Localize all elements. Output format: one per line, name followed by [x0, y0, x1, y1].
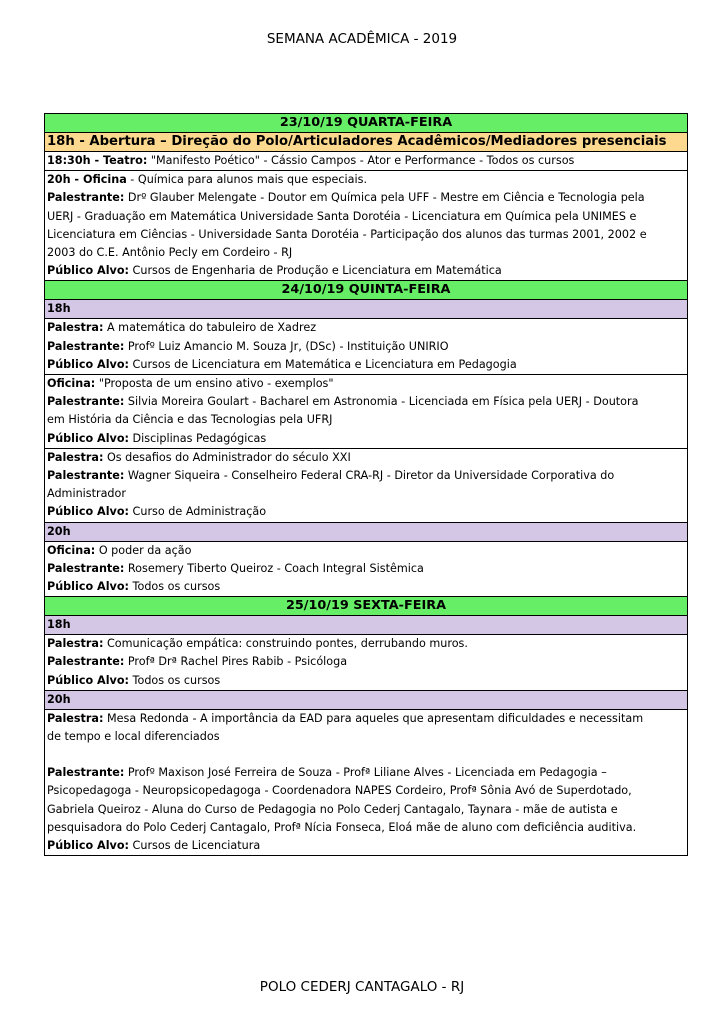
- time-row-18h: 18h: [45, 616, 687, 635]
- speaker-text: Gabriela Queiroz - Aluna do Curso de Pedagogia no Polo Cederj Cantagalo, Taynara - mãe de autista e: [47, 802, 618, 816]
- talk-text: A matemática do tabuleiro de Xadrez: [103, 321, 317, 335]
- page-title: SEMANA ACADÊMICA - 2019: [266, 31, 458, 47]
- workshop-block: [45, 375, 687, 449]
- talk-text: Comunicação empática: construindo pontes, derrubando muros.: [103, 637, 468, 651]
- audience-text: Todos os cursos: [129, 580, 221, 594]
- speaker-text: Profº Maxison José Ferreira de Souza - Profª Liliane Alves - Licenciada em Pedagogia –: [124, 766, 607, 780]
- opening-row: 18h - Abertura – Direção do Polo/Articuladores Acadêmicos/Mediadores presenciais: [45, 133, 687, 152]
- speaker-label: Palestrante:: [47, 339, 125, 353]
- workshop-label: Oficina:: [47, 377, 96, 391]
- speaker-text: Wagner Siqueira - Conselheiro Federal CRA-RJ - Diretor da Universidade Corporativa do: [124, 469, 615, 483]
- speaker-text: em História da Ciência e das Tecnologias pela UFRJ: [47, 413, 333, 427]
- audience-label: Público Alvo:: [47, 505, 129, 519]
- schedule-table: [44, 113, 688, 856]
- oficina-label: 20h - Oficina: [47, 173, 127, 187]
- speaker-text: pesquisadora do Polo Cederj Cantagalo, Profª Nícia Fonseca, Eloá mãe de aluno com deficiência auditiva.: [47, 820, 637, 834]
- talk-label: Palestra:: [47, 321, 104, 335]
- talk-label: Palestra:: [47, 711, 104, 725]
- talk-label: Palestra:: [47, 450, 104, 464]
- speaker-label: Palestrante:: [47, 766, 125, 780]
- speaker-label: Palestrante:: [47, 395, 125, 409]
- footer-text: POLO CEDERJ CANTAGALO - RJ: [259, 979, 465, 995]
- talk-block: [45, 635, 687, 691]
- teatro-row: [45, 152, 687, 171]
- speaker-text: Drº Glauber Melengate - Doutor em Química pela UFF - Mestre em Ciência e Tecnologia pela: [124, 191, 645, 205]
- speaker-label: Palestrante:: [47, 191, 125, 205]
- audience-label: Público Alvo:: [47, 431, 129, 445]
- time-row-18h: 18h: [45, 300, 687, 319]
- workshop-text: "Proposta de um ensino ativo - exemplos": [95, 377, 334, 391]
- oficina-text: - Química para alunos mais que especiais.: [126, 173, 367, 187]
- workshop-label: Oficina:: [47, 543, 96, 557]
- talk-text: Os desafios do Administrador do século XXI: [103, 450, 351, 464]
- day-header-1: 23/10/19 QUARTA-FEIRA: [45, 114, 687, 133]
- workshop-text: O poder da ação: [95, 543, 192, 557]
- speaker-label: Palestrante:: [47, 655, 125, 669]
- audience-text: Cursos de Licenciatura em Matemática e Licenciatura em Pedagogia: [129, 357, 517, 371]
- talk-label: Palestra:: [47, 637, 104, 651]
- audience-label: Público Alvo:: [47, 264, 129, 278]
- day-header-2: 24/10/19 QUINTA-FEIRA: [45, 281, 687, 300]
- speaker-text: Administrador: [47, 487, 126, 501]
- talk-text: Mesa Redonda - A importância da EAD para aqueles que apresentam dificuldades e necessitam: [103, 711, 644, 725]
- speaker-text: Silvia Moreira Goulart - Bacharel em Astronomia - Licenciada em Física pela UERJ - Doutora: [124, 395, 639, 409]
- speaker-text: Licenciatura em Ciências - Universidade Santa Dorotéia - Participação dos alunos das turmas 2001, 2002 e: [47, 227, 647, 241]
- speaker-text: Profº Luiz Amancio M. Souza Jr, (DSc) - Instituição UNIRIO: [124, 339, 449, 353]
- speaker-label: Palestrante:: [47, 561, 125, 575]
- audience-text: Disciplinas Pedagógicas: [129, 431, 267, 445]
- talk-block: [45, 319, 687, 375]
- talk-text: de tempo e local diferenciados: [47, 730, 220, 744]
- audience-text: Cursos de Licenciatura: [129, 839, 261, 853]
- oficina-block: [45, 171, 687, 281]
- audience-label: Público Alvo:: [47, 580, 129, 594]
- time-row-20h: 20h: [45, 691, 687, 710]
- speaker-text: UERJ - Graduação em Matemática Universidade Santa Dorotéia - Licenciatura em Química pela UNIMES e: [47, 209, 637, 223]
- audience-label: Público Alvo:: [47, 673, 129, 687]
- day-header-3: 25/10/19 SEXTA-FEIRA: [45, 597, 687, 616]
- speaker-text: Psicopedagoga - Neuropsicopedagoga - Coordenadora NAPES Cordeiro, Profª Sônia Avó de Superdotado,: [47, 784, 632, 798]
- teatro-text: "Manifesto Poético" - Cássio Campos - Ator e Performance - Todos os cursos: [147, 154, 575, 167]
- talk-block: [45, 449, 687, 523]
- audience-text: Curso de Administração: [129, 505, 267, 519]
- workshop-block: [45, 542, 687, 598]
- speaker-label: Palestrante:: [47, 469, 125, 483]
- time-row-20h: 20h: [45, 523, 687, 542]
- talk-block: [45, 710, 687, 855]
- blank-line: [47, 746, 685, 764]
- audience-label: Público Alvo:: [47, 839, 129, 853]
- speaker-text: Rosemery Tiberto Queiroz - Coach Integral Sistêmica: [124, 561, 424, 575]
- speaker-text: 2003 do C.E. Antônio Pecly em Cordeiro - RJ: [47, 246, 293, 260]
- speaker-text: Profª Drª Rachel Pires Rabib - Psicóloga: [124, 655, 348, 669]
- audience-text: Cursos de Engenharia de Produção e Licenciatura em Matemática: [129, 264, 502, 278]
- audience-label: Público Alvo:: [47, 357, 129, 371]
- teatro-label: 18:30h - Teatro:: [47, 154, 148, 167]
- audience-text: Todos os cursos: [129, 673, 221, 687]
